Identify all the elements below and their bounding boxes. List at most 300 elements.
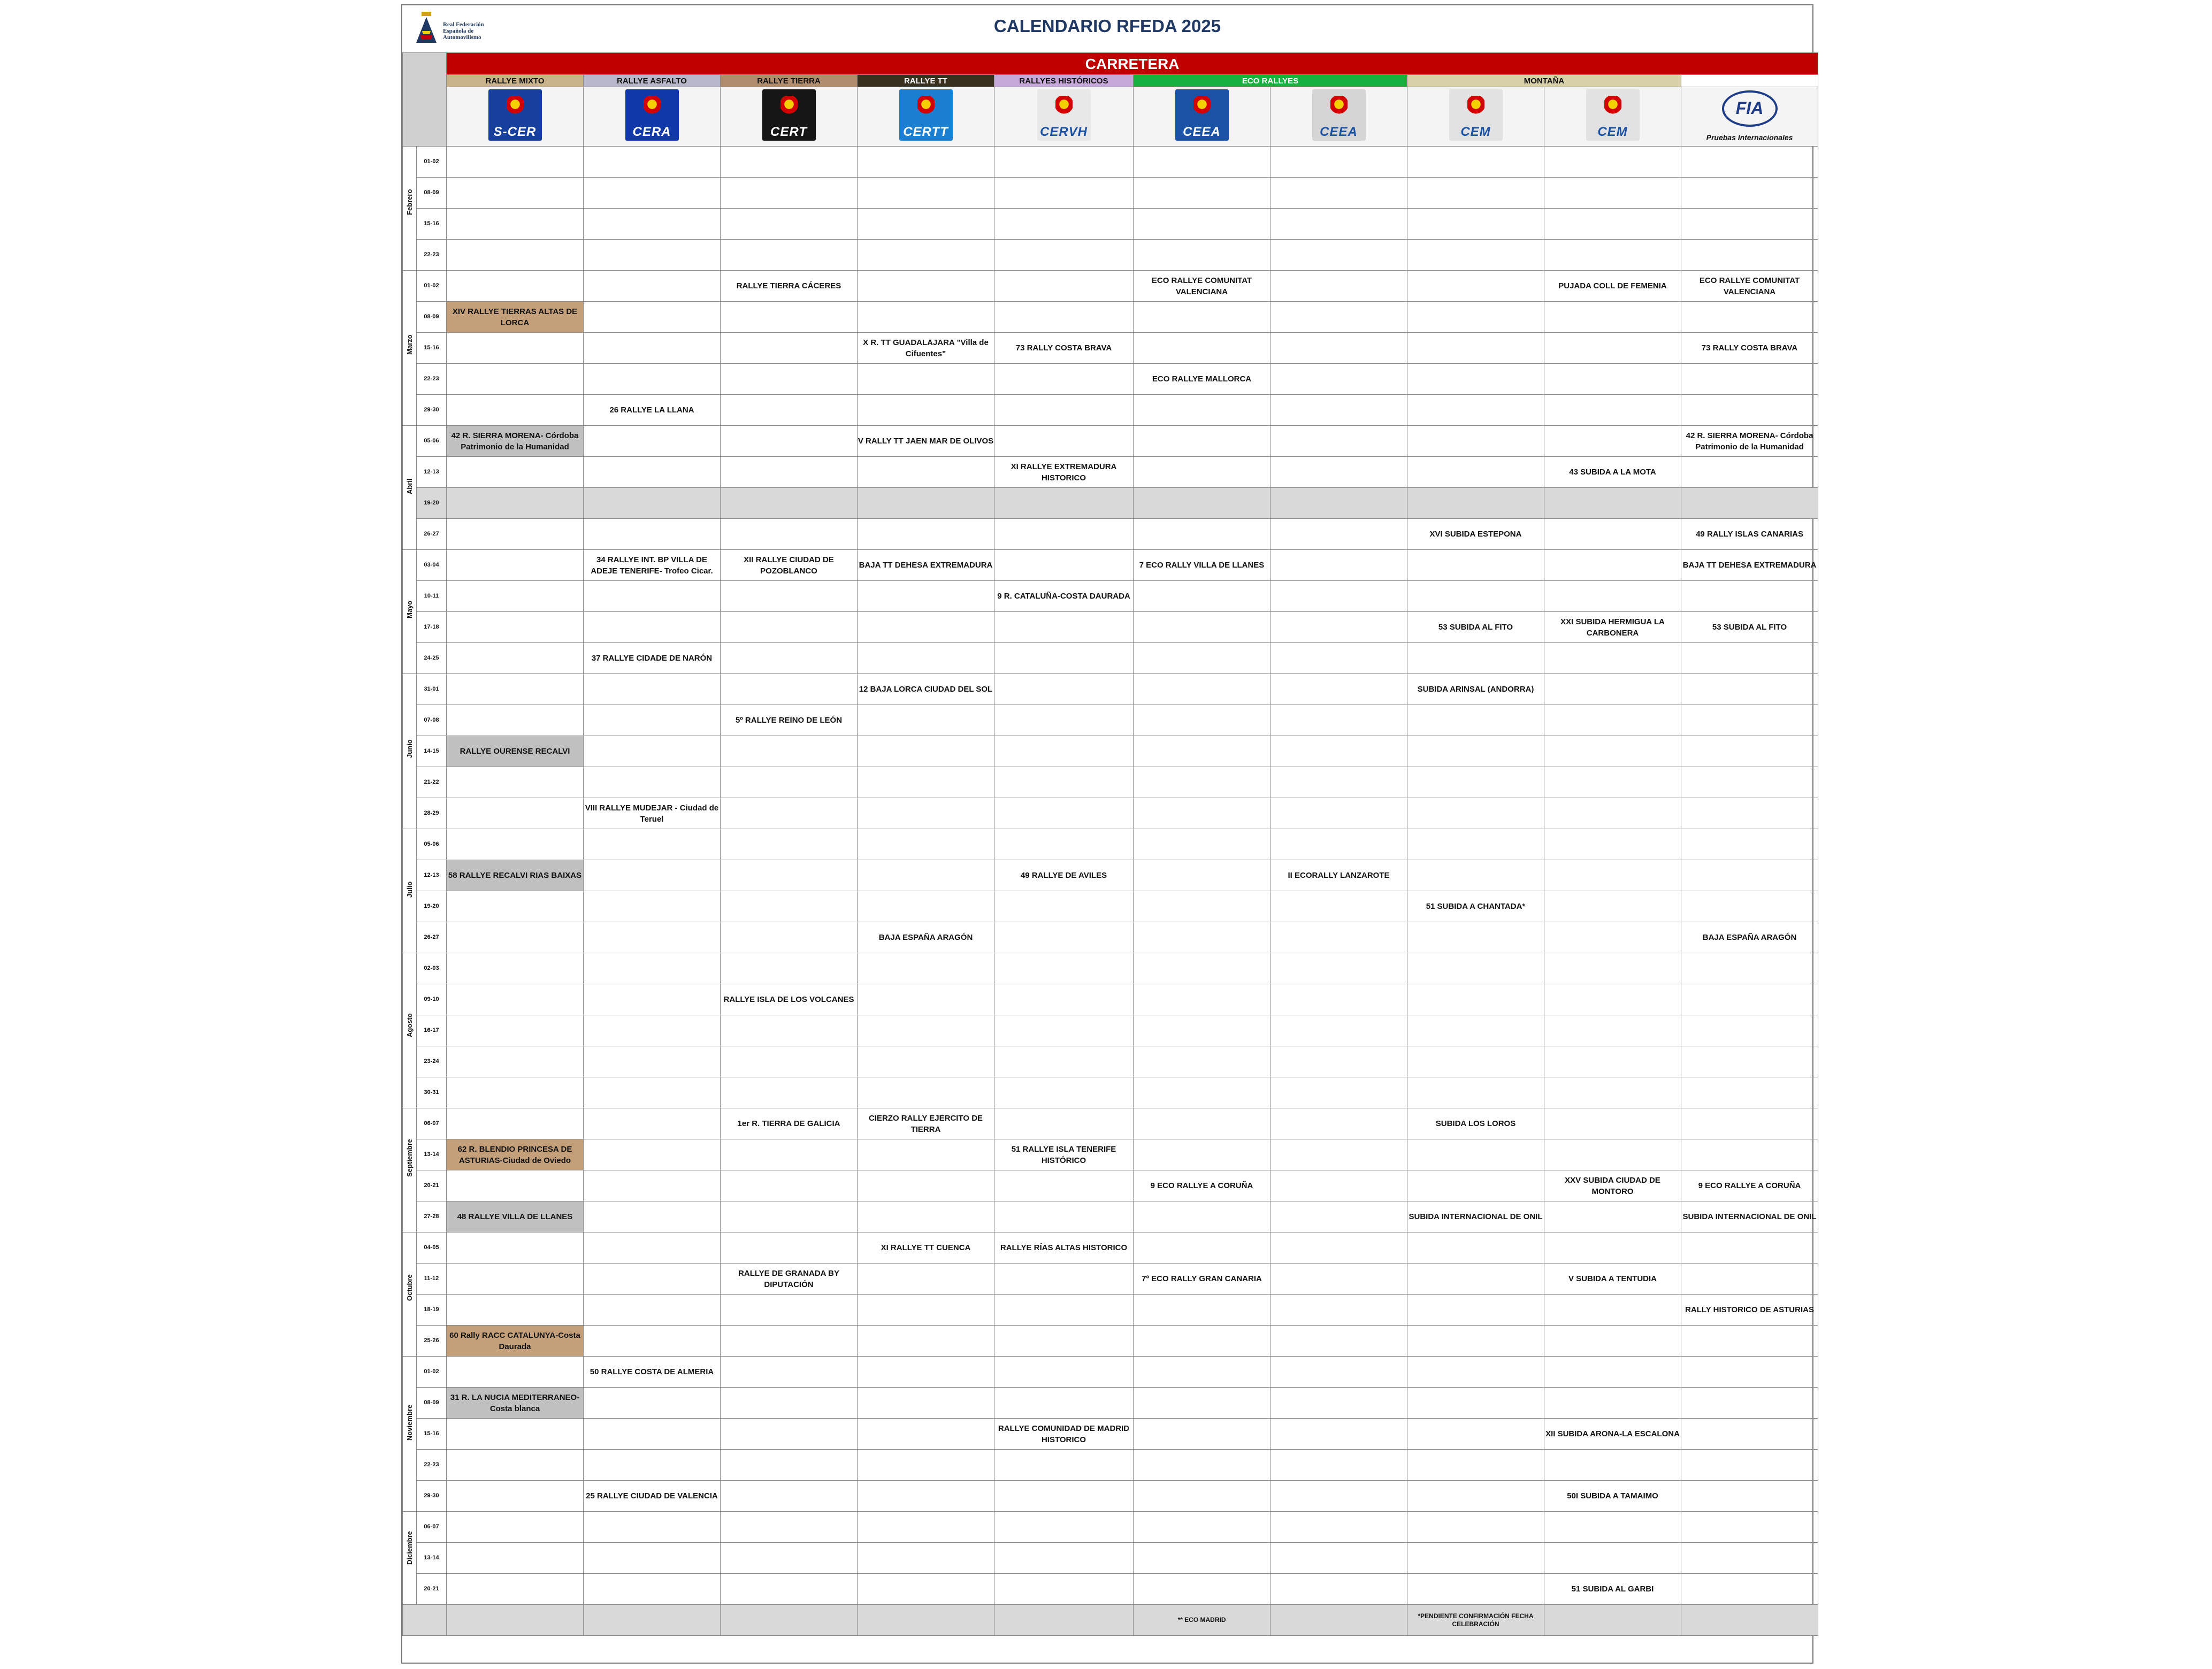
- event-cell: XIV RALLYE TIERRAS ALTAS DE LORCA: [447, 302, 584, 333]
- empty-cell: [994, 984, 1134, 1015]
- empty-cell: [858, 1077, 994, 1108]
- empty-cell: [1407, 860, 1544, 891]
- empty-cell: [1270, 1388, 1407, 1419]
- rfeda-emblem-icon: [1055, 96, 1073, 117]
- empty-cell: [1270, 1574, 1407, 1605]
- empty-cell: [1270, 240, 1407, 271]
- week-row: [403, 1108, 1818, 1139]
- week-date: 29-30: [417, 395, 447, 426]
- empty-cell: [447, 209, 584, 240]
- empty-cell: [1134, 1139, 1270, 1170]
- empty-cell: [858, 1264, 994, 1295]
- week-date: 08-09: [417, 1388, 447, 1419]
- week-date: 15-16: [417, 1419, 447, 1450]
- empty-cell: [994, 953, 1134, 984]
- empty-cell: [721, 1388, 858, 1419]
- empty-cell: [1544, 922, 1681, 953]
- empty-cell: [1544, 364, 1681, 395]
- empty-cell: [1134, 984, 1270, 1015]
- empty-cell: [584, 1201, 721, 1232]
- empty-cell: [721, 178, 858, 209]
- event-cell: VIII RALLYE MUDEJAR - Ciudad de Teruel: [584, 798, 721, 829]
- week-date: 22-23: [417, 240, 447, 271]
- week-date: 01-02: [417, 271, 447, 302]
- empty-cell: [994, 147, 1134, 178]
- event-cell: 50 RALLYE COSTA DE ALMERIA: [584, 1357, 721, 1388]
- empty-cell: [721, 147, 858, 178]
- empty-cell: [1681, 1512, 1818, 1543]
- event-cell: 42 R. SIERRA MORENA- Córdoba Patrimonio de la Humanidad: [447, 426, 584, 457]
- empty-cell: [1681, 395, 1818, 426]
- empty-cell: [1544, 891, 1681, 922]
- rfeda-emblem-icon: [644, 96, 661, 117]
- badge-label: CERVH: [1039, 125, 1088, 139]
- empty-cell: [1407, 240, 1544, 271]
- empty-cell: [1270, 612, 1407, 643]
- empty-cell: [994, 302, 1134, 333]
- empty-cell: [994, 240, 1134, 271]
- week-row: [403, 271, 1818, 302]
- empty-cell: [1134, 705, 1270, 736]
- empty-cell: [1134, 953, 1270, 984]
- empty-cell: [1407, 1450, 1544, 1481]
- empty-cell: [994, 705, 1134, 736]
- empty-cell: [1270, 1139, 1407, 1170]
- month-label: [403, 271, 417, 426]
- empty-cell: [1407, 1481, 1544, 1512]
- event-cell: V RALLY TT JAEN MAR DE OLIVOS: [858, 426, 994, 457]
- championship-badge-icon: [1175, 89, 1229, 141]
- week-row: [403, 1264, 1818, 1295]
- empty-cell: [1270, 1543, 1407, 1574]
- empty-cell: [1681, 984, 1818, 1015]
- empty-cell: [994, 395, 1134, 426]
- empty-cell: [1270, 674, 1407, 705]
- empty-cell: [1407, 798, 1544, 829]
- week-row: [403, 426, 1818, 457]
- empty-cell: [1544, 674, 1681, 705]
- empty-cell: [447, 1574, 584, 1605]
- empty-cell: [1270, 1357, 1407, 1388]
- empty-cell: [1544, 736, 1681, 767]
- empty-cell: [447, 1232, 584, 1264]
- empty-cell: [1681, 1419, 1818, 1450]
- empty-cell: [447, 1264, 584, 1295]
- empty-cell: [1407, 736, 1544, 767]
- empty-cell: [1681, 798, 1818, 829]
- empty-cell: [1407, 333, 1544, 364]
- category-label: MONTAÑA: [1407, 75, 1681, 87]
- empty-cell: [584, 1543, 721, 1574]
- empty-cell: [1134, 643, 1270, 674]
- week-date: 20-21: [417, 1574, 447, 1605]
- empty-cell: [1681, 705, 1818, 736]
- week-row: [403, 612, 1818, 643]
- empty-cell: [721, 519, 858, 550]
- event-cell: BAJA TT DEHESA EXTREMADURA: [858, 550, 994, 581]
- empty-cell: [447, 178, 584, 209]
- empty-cell: [1270, 1108, 1407, 1139]
- empty-cell: [584, 891, 721, 922]
- empty-cell: [1544, 240, 1681, 271]
- event-cell: V SUBIDA A TENTUDIA: [1544, 1264, 1681, 1295]
- empty-cell: [858, 953, 994, 984]
- footnote: ** ECO MADRID: [1134, 1605, 1270, 1636]
- event-cell: 34 RALLYE INT. BP VILLA DE ADEJE TENERIFE- Trofeo Cicar.: [584, 550, 721, 581]
- week-row: [403, 1326, 1818, 1357]
- event-cell: RALLYE DE GRANADA BY DIPUTACIÓN: [721, 1264, 858, 1295]
- event-cell: ECO RALLYE MALLORCA: [1134, 364, 1270, 395]
- empty-cell: [994, 426, 1134, 457]
- empty-cell: [1681, 302, 1818, 333]
- empty-cell: [1134, 1357, 1270, 1388]
- week-date: 01-02: [417, 1357, 447, 1388]
- week-date: 04-05: [417, 1232, 447, 1264]
- event-cell: 7 ECO RALLY VILLA DE LLANES: [1134, 550, 1270, 581]
- championship-logo: [1407, 87, 1544, 147]
- empty-cell: [858, 705, 994, 736]
- empty-cell: [584, 953, 721, 984]
- empty-cell: [584, 519, 721, 550]
- empty-cell: [858, 240, 994, 271]
- empty-cell: [994, 922, 1134, 953]
- empty-cell: [1544, 1108, 1681, 1139]
- event-cell: 51 SUBIDA A CHANTADA*: [1407, 891, 1544, 922]
- empty-cell: [994, 550, 1134, 581]
- empty-cell: [584, 736, 721, 767]
- week-row: [403, 147, 1818, 178]
- empty-cell: [447, 457, 584, 488]
- empty-cell: [994, 1046, 1134, 1077]
- empty-cell: [584, 1574, 721, 1605]
- month-label: [403, 1357, 417, 1512]
- empty-cell: [1544, 426, 1681, 457]
- week-row: [403, 705, 1818, 736]
- empty-cell: [1681, 860, 1818, 891]
- week-row: [403, 240, 1818, 271]
- month-label: [403, 426, 417, 550]
- empty-cell: [1270, 767, 1407, 798]
- empty-cell: [994, 1543, 1134, 1574]
- badge-label: CEM: [1597, 125, 1628, 139]
- empty-cell: [858, 860, 994, 891]
- empty-cell: [721, 1574, 858, 1605]
- week-date: 30-31: [417, 1077, 447, 1108]
- empty-cell: [1407, 953, 1544, 984]
- empty-cell: [1134, 860, 1270, 891]
- empty-cell: [584, 1326, 721, 1357]
- empty-cell: [584, 612, 721, 643]
- empty-cell: [447, 1295, 584, 1326]
- empty-cell: [584, 1605, 721, 1636]
- empty-cell: [1544, 147, 1681, 178]
- empty-cell: [1407, 1357, 1544, 1388]
- month-label: [403, 550, 417, 674]
- empty-cell: [1134, 240, 1270, 271]
- calendar-table: [402, 52, 1818, 1636]
- empty-cell: [1681, 736, 1818, 767]
- empty-cell: [858, 1419, 994, 1450]
- empty-cell: [1407, 364, 1544, 395]
- empty-cell: [447, 674, 584, 705]
- month-name: Septiembre: [405, 1139, 414, 1177]
- empty-cell: [1270, 705, 1407, 736]
- empty-cell: [721, 333, 858, 364]
- empty-cell: [1270, 333, 1407, 364]
- empty-cell: [1134, 457, 1270, 488]
- week-row: [403, 1419, 1818, 1450]
- empty-cell: [1681, 364, 1818, 395]
- week-row: [403, 581, 1818, 612]
- empty-cell: [994, 767, 1134, 798]
- empty-cell: [721, 860, 858, 891]
- empty-cell: [1544, 860, 1681, 891]
- empty-cell: [1134, 1419, 1270, 1450]
- empty-cell: [1681, 1357, 1818, 1388]
- week-date: 11-12: [417, 1264, 447, 1295]
- empty-cell: [1407, 1170, 1544, 1201]
- empty-cell: [1270, 922, 1407, 953]
- empty-cell: [1544, 1015, 1681, 1046]
- empty-cell: [858, 1170, 994, 1201]
- week-row: [403, 798, 1818, 829]
- empty-cell: [1681, 891, 1818, 922]
- empty-cell: [584, 1419, 721, 1450]
- empty-cell: [584, 1388, 721, 1419]
- badge-label: CERT: [770, 125, 807, 139]
- event-cell: SUBIDA INTERNACIONAL DE ONIL: [1681, 1201, 1818, 1232]
- empty-cell: [1407, 1295, 1544, 1326]
- event-cell: XI RALLYE TT CUENCA: [858, 1232, 994, 1264]
- empty-cell: [447, 581, 584, 612]
- empty-cell: [994, 1574, 1134, 1605]
- week-date: 02-03: [417, 953, 447, 984]
- event-cell: 49 RALLYE DE AVILES: [994, 860, 1134, 891]
- week-date: 07-08: [417, 705, 447, 736]
- month-name: Julio: [405, 881, 414, 898]
- week-row: [403, 333, 1818, 364]
- empty-cell: [1270, 1295, 1407, 1326]
- empty-cell: [1681, 1543, 1818, 1574]
- empty-cell: [1270, 1481, 1407, 1512]
- empty-cell: [1681, 457, 1818, 488]
- week-date: 13-14: [417, 1139, 447, 1170]
- empty-cell: [584, 581, 721, 612]
- empty-cell: [447, 1481, 584, 1512]
- empty-cell: [584, 1108, 721, 1139]
- empty-cell: [447, 364, 584, 395]
- empty-cell: [858, 1481, 994, 1512]
- empty-cell: [447, 798, 584, 829]
- week-row: [403, 488, 1818, 519]
- empty-cell: [584, 674, 721, 705]
- empty-cell: [1544, 1139, 1681, 1170]
- week-row: [403, 1046, 1818, 1077]
- empty-cell: [1270, 643, 1407, 674]
- empty-cell: [994, 1077, 1134, 1108]
- empty-cell: [721, 302, 858, 333]
- event-cell: II ECORALLY LANZAROTE: [1270, 860, 1407, 891]
- week-row: [403, 1139, 1818, 1170]
- empty-cell: [1134, 1015, 1270, 1046]
- event-cell: XXV SUBIDA CIUDAD DE MONTORO: [1544, 1170, 1681, 1201]
- empty-cell: [1544, 519, 1681, 550]
- empty-cell: [1681, 178, 1818, 209]
- empty-cell: [1544, 643, 1681, 674]
- empty-cell: [1407, 1543, 1544, 1574]
- empty-cell: [1134, 1574, 1270, 1605]
- empty-cell: [447, 1108, 584, 1139]
- empty-cell: [721, 736, 858, 767]
- empty-cell: [584, 860, 721, 891]
- empty-cell: [447, 1605, 584, 1636]
- empty-cell: [858, 984, 994, 1015]
- empty-cell: [1134, 1326, 1270, 1357]
- empty-cell: [1407, 705, 1544, 736]
- empty-cell: [994, 178, 1134, 209]
- month-label: [403, 147, 417, 271]
- championship-badge-icon: [1449, 89, 1503, 141]
- championship-logo: [584, 87, 721, 147]
- empty-cell: [1407, 550, 1544, 581]
- federation-line: Española de: [443, 28, 474, 34]
- footer-row: [403, 1605, 1818, 1636]
- empty-cell: [584, 302, 721, 333]
- empty-cell: [858, 612, 994, 643]
- empty-cell: [994, 1605, 1134, 1636]
- empty-cell: [1407, 426, 1544, 457]
- event-cell: PUJADA COLL DE FEMENIA: [1544, 271, 1681, 302]
- championship-logo: [1681, 87, 1818, 147]
- month-name: Febrero: [405, 189, 414, 215]
- empty-cell: [1407, 1419, 1544, 1450]
- week-row: [403, 1232, 1818, 1264]
- empty-cell: [584, 147, 721, 178]
- empty-cell: [1544, 581, 1681, 612]
- empty-cell: [858, 1512, 994, 1543]
- empty-cell: [1270, 1077, 1407, 1108]
- empty-cell: [1134, 798, 1270, 829]
- event-cell: 73 RALLY COSTA BRAVA: [1681, 333, 1818, 364]
- empty-cell: [858, 1388, 994, 1419]
- footer-corner: [403, 1605, 447, 1636]
- empty-cell: [1544, 1326, 1681, 1357]
- championship-logo: [994, 87, 1134, 147]
- month-label: [403, 829, 417, 953]
- empty-cell: [1270, 891, 1407, 922]
- empty-cell: [721, 1512, 858, 1543]
- empty-cell: [1681, 1605, 1818, 1636]
- empty-cell: [721, 922, 858, 953]
- empty-cell: [447, 891, 584, 922]
- event-cell: RALLYE ISLA DE LOS VOLCANES: [721, 984, 858, 1015]
- week-row: [403, 674, 1818, 705]
- empty-cell: [1407, 209, 1544, 240]
- championship-logo: [447, 87, 584, 147]
- empty-cell: [1407, 147, 1544, 178]
- empty-cell: [1134, 922, 1270, 953]
- championship-badge-icon: [1312, 89, 1366, 141]
- empty-cell: [994, 1108, 1134, 1139]
- empty-cell: [1270, 178, 1407, 209]
- empty-cell: [1134, 1232, 1270, 1264]
- empty-cell: [858, 581, 994, 612]
- event-cell: 50I SUBIDA A TAMAIMO: [1544, 1481, 1681, 1512]
- week-row: [403, 1295, 1818, 1326]
- empty-cell: [1407, 581, 1544, 612]
- empty-cell: [721, 240, 858, 271]
- week-date: 18-19: [417, 1295, 447, 1326]
- event-cell: 25 RALLYE CIUDAD DE VALENCIA: [584, 1481, 721, 1512]
- empty-cell: [584, 1512, 721, 1543]
- week-date: 28-29: [417, 798, 447, 829]
- empty-cell: [1544, 984, 1681, 1015]
- empty-cell: [1270, 1201, 1407, 1232]
- week-row: [403, 550, 1818, 581]
- event-cell: 9 ECO RALLYE A CORUÑA: [1134, 1170, 1270, 1201]
- week-row: [403, 209, 1818, 240]
- empty-cell: [1134, 395, 1270, 426]
- empty-cell: [1407, 829, 1544, 860]
- empty-cell: [1681, 953, 1818, 984]
- empty-cell: [447, 1419, 584, 1450]
- empty-cell: [1544, 1295, 1681, 1326]
- empty-cell: [1407, 488, 1544, 519]
- event-cell: 53 SUBIDA AL FITO: [1681, 612, 1818, 643]
- empty-cell: [1681, 1108, 1818, 1139]
- week-date: 05-06: [417, 829, 447, 860]
- empty-cell: [1544, 1077, 1681, 1108]
- empty-cell: [1134, 1543, 1270, 1574]
- event-cell: 1er R. TIERRA DE GALICIA: [721, 1108, 858, 1139]
- event-cell: 48 RALLYE VILLA DE LLANES: [447, 1201, 584, 1232]
- empty-cell: [858, 302, 994, 333]
- week-date: 16-17: [417, 1015, 447, 1046]
- week-date: 24-25: [417, 643, 447, 674]
- empty-cell: [994, 736, 1134, 767]
- empty-cell: [1681, 1450, 1818, 1481]
- empty-cell: [721, 1232, 858, 1264]
- event-cell: XXI SUBIDA HERMIGUA LA CARBONERA: [1544, 612, 1681, 643]
- empty-cell: [1270, 271, 1407, 302]
- empty-cell: [584, 984, 721, 1015]
- empty-cell: [721, 581, 858, 612]
- empty-cell: [858, 395, 994, 426]
- empty-cell: [584, 767, 721, 798]
- empty-cell: [721, 395, 858, 426]
- empty-cell: [721, 1450, 858, 1481]
- empty-cell: [994, 829, 1134, 860]
- event-cell: 60 Rally RACC CATALUNYA-Costa Daurada: [447, 1326, 584, 1357]
- empty-cell: [721, 1543, 858, 1574]
- empty-cell: [1681, 1077, 1818, 1108]
- empty-cell: [721, 953, 858, 984]
- empty-cell: [447, 147, 584, 178]
- empty-cell: [1407, 1574, 1544, 1605]
- championship-logo: [1270, 87, 1407, 147]
- week-date: 26-27: [417, 519, 447, 550]
- category-label: RALLYE TT: [858, 75, 994, 87]
- empty-cell: [1270, 209, 1407, 240]
- empty-cell: [1134, 581, 1270, 612]
- empty-cell: [584, 333, 721, 364]
- empty-cell: [1407, 1326, 1544, 1357]
- badge-label: CEEA: [1183, 125, 1221, 139]
- empty-cell: [721, 426, 858, 457]
- empty-cell: [447, 550, 584, 581]
- title-bar: [402, 5, 1812, 53]
- empty-cell: [858, 1046, 994, 1077]
